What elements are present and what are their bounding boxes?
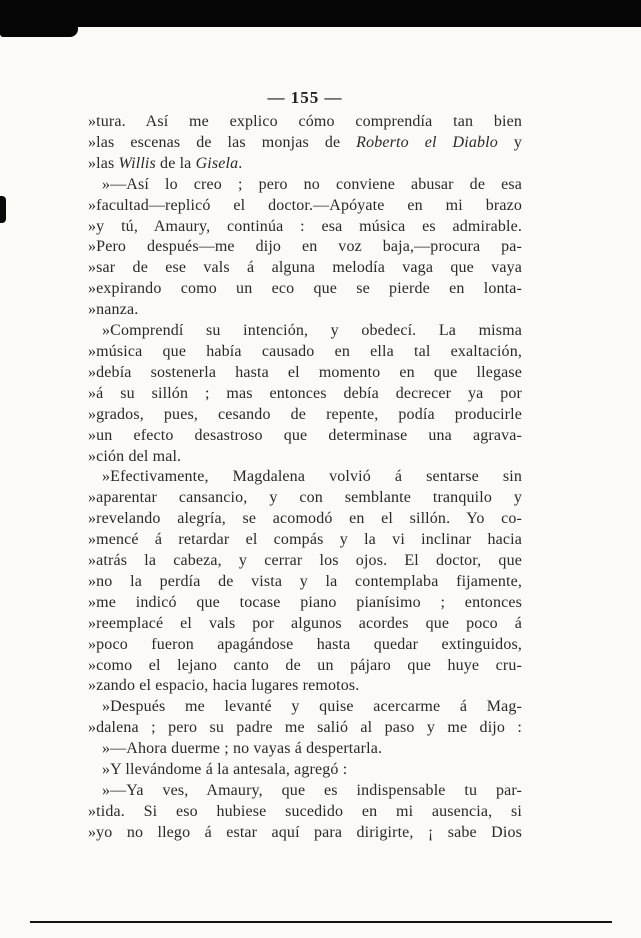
text-line	[88, 718, 522, 739]
text-line	[88, 551, 522, 572]
text-line	[88, 467, 522, 488]
text-line	[88, 530, 522, 551]
scan-artifact-bottom-rule	[30, 921, 612, 923]
text-segment: »un efecto desastroso que determinase una agrava-	[88, 426, 522, 444]
text-line	[88, 196, 522, 217]
text-segment: »facultad—replicó el doctor.—Apóyate en mi brazo	[88, 196, 522, 214]
text-line	[88, 697, 522, 718]
text-segment: »las escenas de las monjas de	[88, 133, 357, 151]
text-segment: »tida. Si eso hubiese sucedido en mi ausencia, si	[88, 802, 522, 820]
text-line	[88, 426, 522, 447]
text-line	[88, 488, 522, 509]
text-block	[88, 112, 522, 844]
text-line	[88, 279, 522, 300]
text-line	[88, 217, 522, 238]
text-line	[88, 112, 522, 133]
text-segment: »música que había causado en ella tal exaltación,	[88, 342, 522, 360]
text-segment: »tura. Así me explico cómo comprendía tan bien	[88, 113, 522, 130]
text-segment: »á su sillón ; mas entonces debía decrecer ya por	[88, 384, 522, 402]
text-line	[88, 760, 522, 781]
text-line	[88, 593, 522, 614]
text-line	[88, 384, 522, 405]
text-segment: »y tú, Amaury, continúa : esa música es admirable.	[88, 217, 522, 235]
text-line	[88, 676, 522, 697]
text-segment: »—Ya ves, Amaury, que es indispensable tu par-	[102, 782, 522, 799]
text-segment: »poco fueron apagándose hasta quedar extinguidos,	[88, 635, 522, 653]
text-segment: »Pero después—me dijo en voz baja,—procura pa-	[88, 238, 522, 256]
scan-artifact-top-bar-left	[0, 0, 78, 37]
text-line	[88, 823, 522, 844]
text-segment: »zando el espacio, hacia lugares remotos.	[88, 677, 360, 695]
text-segment: »ción del mal.	[88, 447, 182, 465]
text-line	[88, 237, 522, 258]
text-segment: »atrás la cabeza, y cerrar los ojos. El doctor, que	[88, 552, 522, 570]
text-segment: »expirando como un eco que se pierde en lonta-	[88, 280, 522, 298]
text-line	[88, 802, 522, 823]
text-segment: »—Así lo creo ; pero no conviene abusar de esa	[102, 175, 522, 193]
text-line	[88, 572, 522, 593]
text-segment: »mencé á retardar el compás y la vi inclinar hacia	[88, 531, 522, 549]
text-segment: »grados, pues, cesando de repente, podía producirle	[88, 405, 522, 423]
text-segment: »debía sostenerla hasta el momento en que llegase	[88, 363, 522, 381]
text-segment: »Después me levanté y quise acercarme á Mag-	[102, 698, 522, 716]
text-line	[88, 405, 522, 426]
text-line	[88, 739, 522, 760]
text-segment: de la	[155, 154, 196, 172]
scan-artifact-edge-mark	[0, 196, 6, 223]
text-line	[88, 363, 522, 384]
italic-text-segment: Willis	[118, 154, 156, 172]
text-segment: »Y llevándome á la antesala, agregó :	[102, 761, 348, 779]
page-number: — 155 —	[267, 88, 343, 107]
text-segment: »reemplacé el vals por algunos acordes que poco á	[88, 614, 522, 632]
scan-artifact-top-bar	[0, 0, 641, 27]
text-segment: »sar de ese vals á alguna melodía vaga que vaya	[88, 259, 522, 277]
text-line	[88, 321, 522, 342]
text-segment: »Efectivamente, Magdalena volvió á sentarse sin	[102, 468, 522, 486]
text-segment: »—Ahora duerme ; no vayas á despertarla.	[102, 740, 383, 758]
text-line	[88, 133, 522, 154]
text-line	[88, 447, 522, 468]
text-segment: .	[238, 154, 243, 172]
text-segment: »no la perdía de vista y la contemplaba fijamente,	[88, 572, 522, 590]
text-line	[88, 258, 522, 279]
text-line	[88, 342, 522, 363]
text-line	[88, 656, 522, 677]
text-segment: »aparentar cansancio, y con semblante tranquilo y	[88, 489, 522, 507]
text-segment: »yo no llego á estar aquí para dirigirte, ¡ sabe Dios	[88, 823, 522, 841]
text-segment: »Comprendí su intención, y obedecí. La misma	[102, 322, 522, 340]
text-segment: »revelando alegría, se acomodó en el sillón. Yo co-	[88, 510, 522, 528]
text-segment: »dalena ; pero su padre me salió al paso y me dijo :	[88, 719, 522, 737]
italic-text-segment: Roberto el Diablo	[356, 133, 498, 151]
text-line	[88, 635, 522, 656]
text-segment: »me indicó que tocase piano pianísimo ; entonces	[88, 593, 522, 611]
text-line	[88, 781, 522, 802]
italic-text-segment: Gisela	[195, 154, 239, 172]
text-segment: y	[497, 133, 522, 151]
text-segment: »como el lejano canto de un pájaro que huye cru-	[88, 656, 522, 674]
text-line	[88, 614, 522, 635]
text-segment: »nanza.	[88, 301, 139, 319]
text-line	[88, 175, 522, 196]
text-line	[88, 300, 522, 321]
text-line	[88, 154, 522, 175]
text-segment: »las	[88, 154, 119, 172]
text-line	[88, 509, 522, 530]
